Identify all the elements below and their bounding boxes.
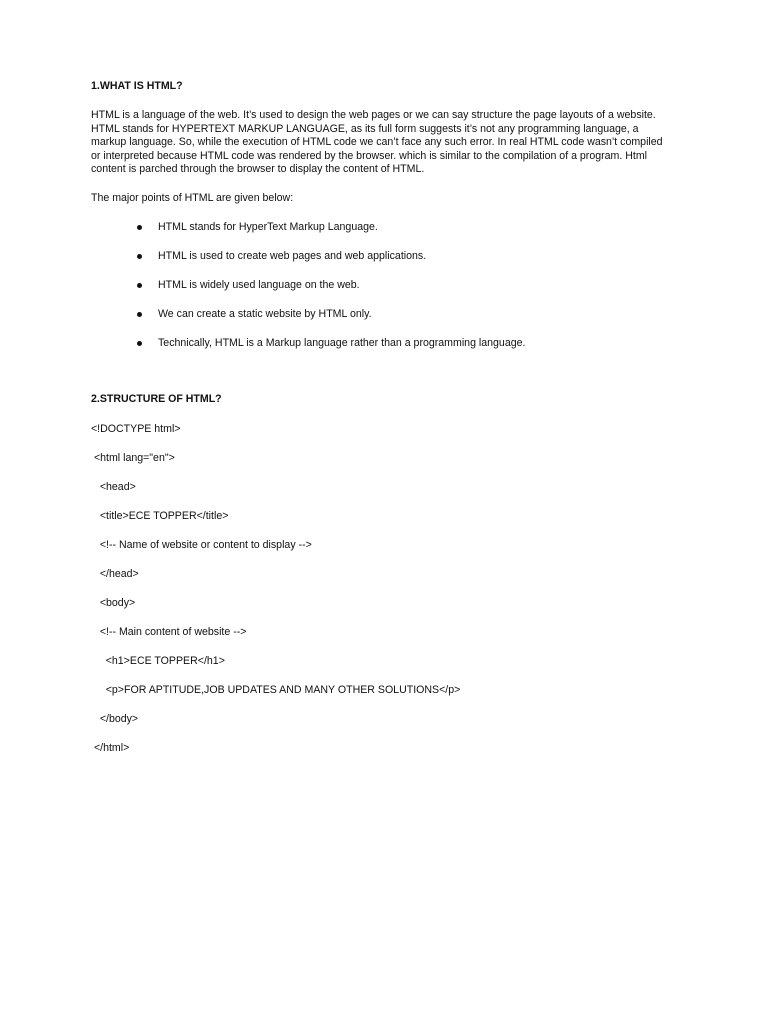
code-line: </body> <box>91 712 139 725</box>
section1-heading: 1.WHAT IS HTML? <box>91 80 183 92</box>
code-line: <h1>ECE TOPPER</h1> <box>91 654 225 667</box>
list-item <box>91 221 671 235</box>
list-item <box>91 308 671 322</box>
bullet-icon <box>137 254 142 259</box>
bullet-icon <box>137 225 142 230</box>
bullet-icon <box>137 341 142 346</box>
code-line: <p>FOR APTITUDE,JOB UPDATES AND MANY OTHER SOLUTIONS</p> <box>91 683 461 696</box>
list-item <box>91 279 671 293</box>
list-item-text: We can create a static website by HTML only. <box>158 307 372 320</box>
list-item-text: HTML stands for HyperText Markup Language. <box>158 220 378 233</box>
list-item-text: HTML is widely used language on the web. <box>158 278 360 291</box>
code-listing <box>91 423 671 756</box>
bullet-icon <box>137 312 142 317</box>
bullet-icon <box>137 283 142 288</box>
code-line: <!DOCTYPE html> <box>91 422 181 435</box>
points-intro: The major points of HTML are given below: <box>91 191 294 204</box>
list-item <box>91 337 671 351</box>
document-content <box>91 80 671 755</box>
section1-paragraph: HTML is a language of the web. It’s used to design the web pages or we can say structure the page layouts of a website. HTML stands for HYPERTEXT MARKUP LANGUAGE, as its full form suggests it’s not any programming language, a markup language. So, while the execution of HTML code we can’t face any such error. In real HTML code wasn’t compiled or interpreted because HTML code was rendered by the browser. which is similar to the compilation of a program. Html content is parched through the browser to display the content of HTML. <box>91 109 663 175</box>
points-list <box>91 221 671 351</box>
code-line: <!-- Name of website or content to display --> <box>91 538 312 551</box>
code-line: <body> <box>91 596 136 609</box>
code-line: </html> <box>91 741 130 754</box>
code-line: <html lang="en"> <box>91 451 175 464</box>
section2-heading: 2.STRUCTURE OF HTML? <box>91 393 222 405</box>
code-line: <head> <box>91 480 136 493</box>
code-line: </head> <box>91 567 139 580</box>
code-line: <!-- Main content of website --> <box>91 625 247 638</box>
list-item-text: HTML is used to create web pages and web applications. <box>158 249 427 262</box>
list-item-text: Technically, HTML is a Markup language rather than a programming language. <box>158 336 526 349</box>
code-line: <title>ECE TOPPER</title> <box>91 509 229 522</box>
list-item <box>91 250 671 264</box>
